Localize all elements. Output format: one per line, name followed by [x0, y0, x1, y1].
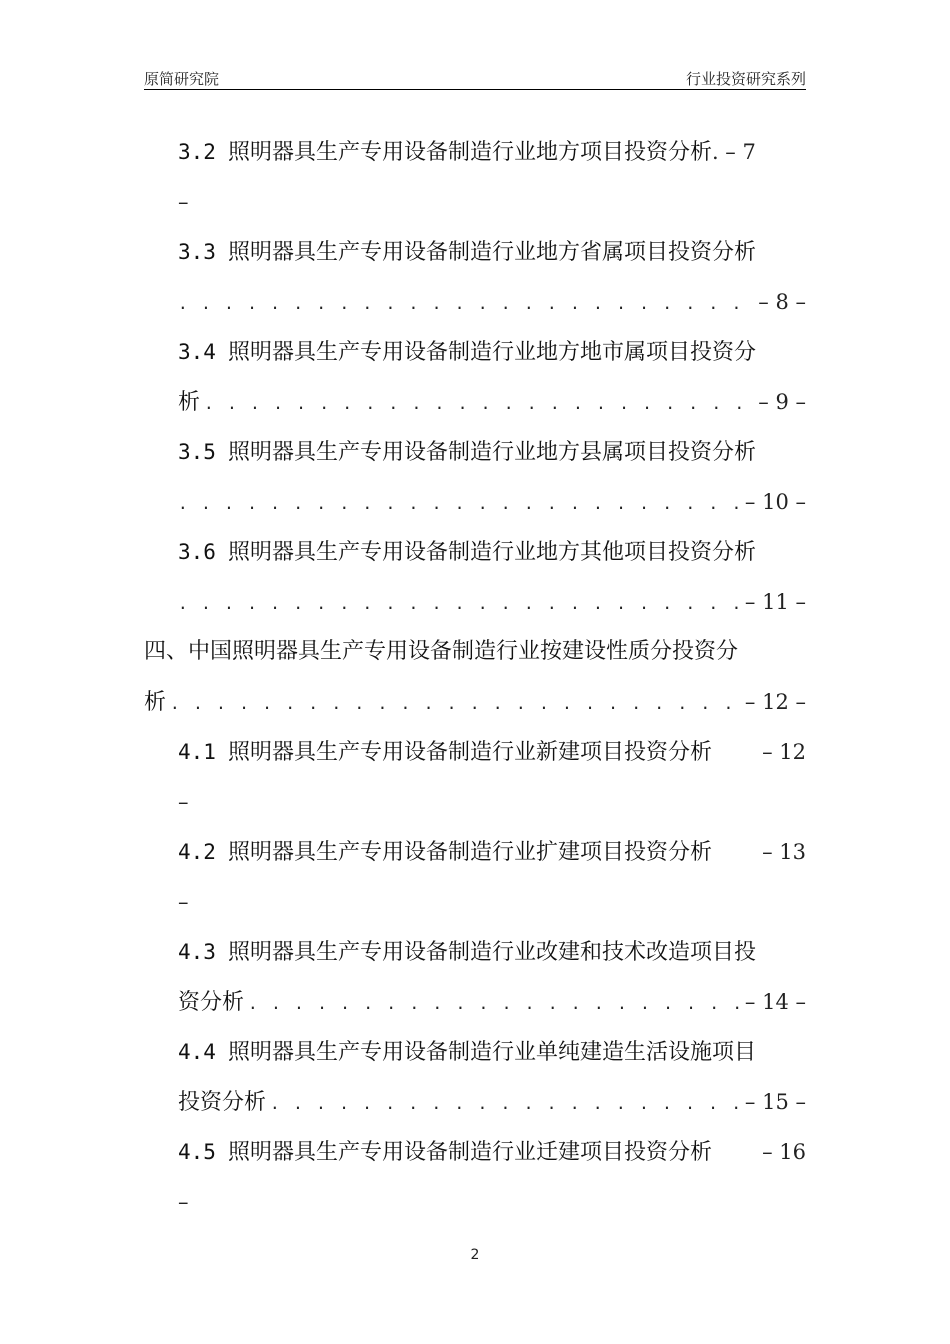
toc-title-continuation: 析 — [178, 390, 201, 415]
toc-entry-4-3[interactable] — [178, 934, 806, 970]
toc-section-4-leader — [144, 684, 806, 720]
header-series-title: 行业投资研究系列 — [685, 70, 806, 88]
toc-title: 照明器具生产专用设备制造行业单纯建造生活设施项目 — [227, 1040, 756, 1065]
toc-entry-4-4-leader — [178, 1084, 806, 1120]
toc-entry-3-5[interactable] — [178, 434, 806, 470]
toc-page-number-wrap: – — [178, 890, 189, 914]
toc-number: 4.4 — [178, 1040, 216, 1064]
toc-leader — [178, 486, 741, 522]
toc-leader — [178, 286, 754, 322]
toc-page-number: – 14 – — [744, 990, 806, 1014]
toc-page-number-wrap: – — [178, 1190, 189, 1214]
toc-number: 3.5 — [178, 440, 216, 464]
toc-title: 照明器具生产专用设备制造行业改建和技术改造项目投 — [227, 940, 756, 965]
toc-title: 照明器具生产专用设备制造行业地方其他项目投资分析 — [227, 540, 756, 565]
toc-entry-4-5-wrap — [178, 1184, 806, 1220]
toc-title: 照明器具生产专用设备制造行业扩建项目投资分析 — [227, 840, 712, 865]
toc-entry-4-1[interactable] — [178, 734, 806, 770]
toc-number: 3.3 — [178, 240, 216, 264]
toc-page-number: – 8 – — [758, 290, 806, 314]
toc-entry-3-5-leader — [178, 484, 806, 520]
toc-entry-4-1-wrap — [178, 784, 806, 820]
toc-title-continuation: 资分析 — [178, 990, 245, 1015]
toc-page-number-wrap: – — [178, 790, 189, 814]
toc-title-continuation: 投资分析 — [178, 1090, 267, 1115]
toc-leader — [178, 586, 741, 622]
toc-entry-3-2[interactable] — [178, 134, 806, 170]
toc-page-number: – 15 – — [744, 1090, 806, 1114]
toc-number: 4.1 — [178, 740, 216, 764]
toc-number: 3.4 — [178, 340, 216, 364]
toc-leader — [204, 386, 754, 422]
toc-title: 照明器具生产专用设备制造行业地方项目投资分析 — [227, 140, 712, 165]
toc-page-number: – 11 – — [744, 590, 806, 614]
toc-page-number: – 13 — [762, 840, 806, 864]
toc-number: 4.2 — [178, 840, 216, 864]
footer-page-number: 2 — [470, 1247, 480, 1263]
toc-title: 照明器具生产专用设备制造行业地方县属项目投资分析 — [227, 440, 756, 465]
toc-number: 3.2 — [178, 140, 216, 164]
toc-entry-3-3[interactable] — [178, 234, 806, 270]
toc-entry-4-2-wrap — [178, 884, 806, 920]
toc-entry-3-6-leader — [178, 584, 806, 620]
toc-entry-3-4-leader — [178, 384, 806, 420]
toc-title-continuation: 析 — [144, 690, 167, 715]
toc-page-number: – 9 – — [758, 390, 806, 414]
toc-entry-4-3-leader — [178, 984, 806, 1020]
toc-number: 4.5 — [178, 1140, 216, 1164]
toc-entry-3-2-wrap — [178, 184, 806, 220]
toc-entry-4-2[interactable] — [178, 834, 806, 870]
toc-page-number: – 12 — [762, 740, 806, 764]
toc-leader — [248, 986, 741, 1022]
toc-page-number-wrap: – — [178, 190, 189, 214]
toc-entry-4-5[interactable] — [178, 1134, 806, 1170]
toc-number: 3.6 — [178, 540, 216, 564]
toc-title: 照明器具生产专用设备制造行业地方省属项目投资分析 — [227, 240, 756, 265]
toc-title: 照明器具生产专用设备制造行业地方地市属项目投资分 — [227, 340, 756, 365]
toc-title: 照明器具生产专用设备制造行业新建项目投资分析 — [227, 740, 712, 765]
toc-page-number: – 10 – — [744, 490, 806, 514]
toc-leader — [270, 1086, 741, 1122]
toc-section-title: 四、中国照明器具生产专用设备制造行业按建设性质分投资分 — [144, 639, 739, 664]
header-organization: 原简研究院 — [144, 70, 220, 88]
toc-entry-3-3-leader — [178, 284, 806, 320]
toc-entry-3-6[interactable] — [178, 534, 806, 570]
toc-title: 照明器具生产专用设备制造行业迁建项目投资分析 — [227, 1140, 712, 1165]
header-rule — [144, 89, 806, 90]
toc-leader — [170, 686, 741, 722]
toc-page-number: . – 7 — [711, 140, 756, 164]
toc-entry-4-4[interactable] — [178, 1034, 806, 1070]
toc-page-number: – 16 — [762, 1140, 806, 1164]
toc-section-4[interactable] — [144, 634, 806, 670]
toc-entry-3-4[interactable] — [178, 334, 806, 370]
toc-page-number: – 12 – — [744, 690, 806, 714]
toc-number: 4.3 — [178, 940, 216, 964]
